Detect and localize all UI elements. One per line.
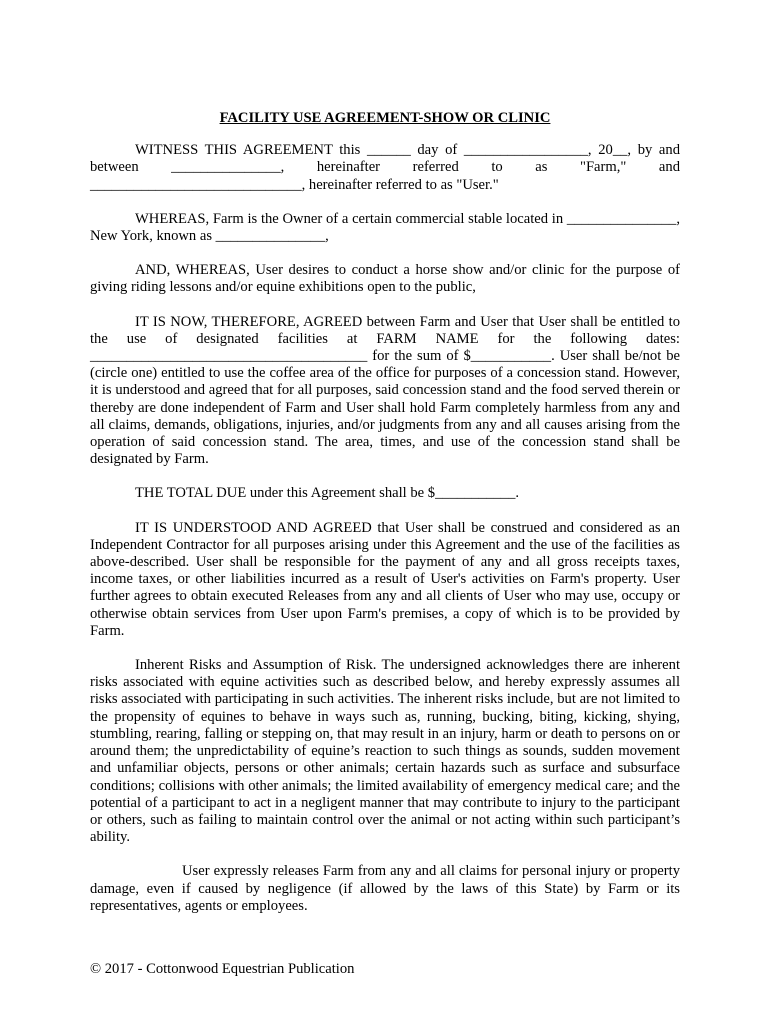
document-title: FACILITY USE AGREEMENT-SHOW OR CLINIC <box>219 110 551 126</box>
document-page <box>90 110 680 932</box>
paragraph-inherent-risks: Inherent Risks and Assumption of Risk. The undersigned acknowledges there are inherent risks associated with equine activities such as described below, and hereby expressly assumes all risks associated with participating in such activities. The inherent risks include, but are not limited to the propensity of equines to behave in ways such as, running, bucking, biting, kicking, shying, stumbling, rearing, falling or stepping on, that may result in an injury, harm or death to persons on or around them; the unpredictability of equine’s reaction to such things as sounds, sudden movement and unfamiliar objects, persons or other animals; certain hazards such as surface and subsurface conditions; collisions with other animals; the limited availability of emergency medical care; and the potential of a participant to act in a negligent manner that may contribute to injury to the participant or others, such as failing to maintain control over the animal or not acting within such participant’s ability. <box>90 657 680 846</box>
paragraph-independent-contractor: IT IS UNDERSTOOD AND AGREED that User shall be construed and considered as an Independent Contractor for all purposes arising under this Agreement and the use of the facilities as above-described. User shall be responsible for the payment of any and all gross receipts taxes, income taxes, or other liabilities incurred as a result of User's activities on Farm's property. User further agrees to obtain executed Releases from any and all clients of User who may use, occupy or otherwise obtain services from User upon Farm's premises, a copy of which is to be provided by Farm. <box>90 519 680 639</box>
paragraph-whereas-user: AND, WHEREAS, User desires to conduct a horse show and/or clinic for the purpose of giving riding lessons and/or equine exhibitions open to the public, <box>90 262 680 296</box>
paragraph-total-due: THE TOTAL DUE under this Agreement shall be $___________. <box>135 485 520 502</box>
paragraph-witness: WITNESS THIS AGREEMENT this ______ day of _________________, 20__, by and between _______________, hereinafter referred to as "Farm," and _____________________________, hereinafter referred to as "User." <box>90 142 680 193</box>
document-footer: © 2017 - Cottonwood Equestrian Publication <box>90 961 355 977</box>
paragraph-release: User expressly releases Farm from any and all claims for personal injury or property damage, even if caused by negligence (if allowed by the laws of this State) by Farm or its representatives, agents or employees. <box>90 863 680 914</box>
paragraph-agreed-use: IT IS NOW, THEREFORE, AGREED between Farm and User that User shall be entitled to the use of designated facilities at FARM NAME for the following dates: ______________________________________ for the sum of $___________. User shall be/not be (circle one) entitled to use the coffee area of the office for purposes of a concession stand. However, it is understood and agreed that for all purposes, said concession stand and the food served therein or thereby are done independent of Farm and User shall hold Farm completely harmless from any and all claims, demands, obligations, injuries, and/or judgments from any and all causes arising from the operation of said concession stand. The area, times, and use of the concession stand shall be designated by Farm. <box>90 313 680 468</box>
paragraph-whereas-owner: WHEREAS, Farm is the Owner of a certain commercial stable located in _______________, New York, known as _______________, <box>90 210 680 245</box>
